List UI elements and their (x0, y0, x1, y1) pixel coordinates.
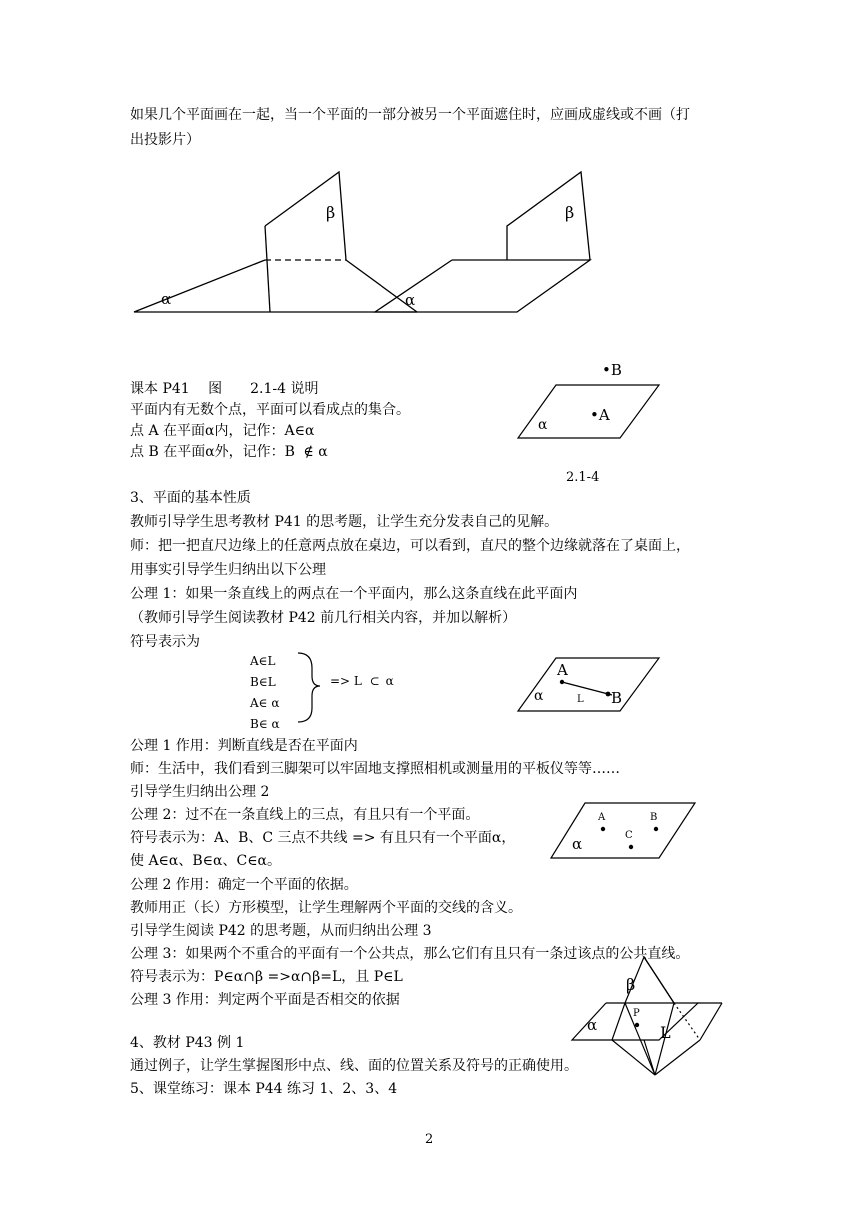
point-b-label: B (611, 689, 623, 707)
symbol-line-3: A∈ α (250, 696, 280, 710)
point-c-label: C (625, 830, 633, 841)
intro-line-1: 如果几个平面画在一起，当一个平面的一部分被另一个平面遮住时，应画成虚线或不画（打 (130, 107, 690, 123)
subset-symbol: ⊂ (369, 674, 380, 688)
teacher-ruler-line2: 用事实引导学生归纳出以下公理 (130, 562, 326, 578)
axiom1-note: （教师引导学生阅读教材 P42 前几行相关内容，并加以解析） (130, 610, 517, 626)
alpha-label: α (572, 835, 583, 853)
implies-text: => L (330, 674, 362, 688)
not-in-symbol: ∉ (303, 444, 314, 460)
section5-title: 5、课堂练习：课本 P44 练习 1、2、3、4 (130, 1081, 398, 1097)
page-number: 2 (425, 1132, 434, 1147)
alpha-label: α (534, 688, 544, 704)
symbol-line-2: B∈L (250, 675, 276, 689)
axiom3-use: 公理 3 作用：判定两个平面是否相交的依据 (130, 992, 400, 1008)
point-b-out-suffix: α (318, 444, 328, 460)
teacher-ruler-line1: 师：把一把直尺边缘上的任意两点放在桌边，可以看到，直尺的整个边缘就落在了桌面上， (130, 538, 690, 554)
axiom2-text: 公理 2：过不在一条直线上的三点，有且只有一个平面。 (130, 807, 480, 823)
teacher-tripod: 师：生活中，我们看到三脚架可以牢固地支撑照相机或测量用的平板仪等等…… (130, 761, 620, 777)
axiom2-use: 公理 2 作用：确定一个平面的依据。 (130, 877, 358, 893)
teacher-model: 教师用正（长）方形模型，让学生理解两个平面的交线的含义。 (130, 900, 522, 916)
line-label: L (577, 694, 584, 705)
guide-axiom3: 引导学生阅读 P42 的思考题，从而归纳出公理 3 (130, 923, 432, 939)
point-a-in-text: 点 A 在平面α内，记作：A∈α (130, 423, 315, 439)
right-alpha-label: α (405, 291, 416, 309)
guide-axiom2: 引导学生归纳出公理 2 (130, 784, 270, 800)
intro-line-2: 出投影片） (130, 132, 200, 148)
textbook-note: 课本 P41 图 2.1-4 说明 (130, 381, 319, 397)
axiom2-symbol2: 使 A∈α、B∈α、C∈α。 (130, 853, 282, 869)
axiom3-text: 公理 3：如果两个不重合的平面有一个公共点，那么它们有且只有一条过该点的公共直线。 (130, 946, 690, 962)
point-b-out-prefix: 点 B 在平面α外，记作：B (130, 444, 295, 460)
section4-title: 4、教材 P43 例 1 (130, 1035, 245, 1051)
symbol-line-1: A∈L (250, 654, 276, 668)
right-beta-label: β (565, 203, 575, 222)
implies-alpha: α (385, 674, 394, 688)
axiom1-use: 公理 1 作用：判断直线是否在平面内 (130, 738, 358, 754)
axiom2-symbol: 符号表示为：A、B、C 三点不共线 => 有且只有一个平面α， (130, 830, 516, 846)
point-a-label: •A (590, 406, 610, 424)
point-p-label: P (633, 1008, 640, 1019)
symbol-line-4: B∈ α (250, 717, 280, 731)
points-set-text: 平面内有无数个点，平面可以看成点的集合。 (130, 402, 410, 418)
symbol-label: 符号表示为 (130, 634, 200, 650)
section3-title: 3、平面的基本性质 (130, 490, 251, 506)
figure-caption: 2.1-4 (566, 470, 600, 485)
left-alpha-label: α (161, 290, 172, 308)
beta-label: β (626, 975, 636, 994)
point-b-label: •B (602, 361, 622, 379)
axiom1-text: 公理 1：如果一条直线上的两点在一个平面内，那么这条直线在此平面内 (130, 586, 578, 602)
alpha-label: α (587, 1016, 598, 1034)
left-beta-label: β (326, 203, 336, 222)
example-desc: 通过例子，让学生掌握图形中点、线、面的位置关系及符号的正确使用。 (130, 1058, 578, 1074)
line-l-label: L (660, 1023, 671, 1042)
alpha-label: α (538, 417, 548, 433)
point-b-label: B (650, 812, 658, 823)
teacher-guide-text: 教师引导学生思考教材 P41 的思考题，让学生充分发表自己的见解。 (130, 514, 559, 530)
point-a-label: A (598, 812, 606, 823)
point-a-label: A (557, 661, 568, 679)
axiom3-symbol: 符号表示为：P∈α∩β =>α∩β=L，且 P∈L (130, 969, 403, 985)
